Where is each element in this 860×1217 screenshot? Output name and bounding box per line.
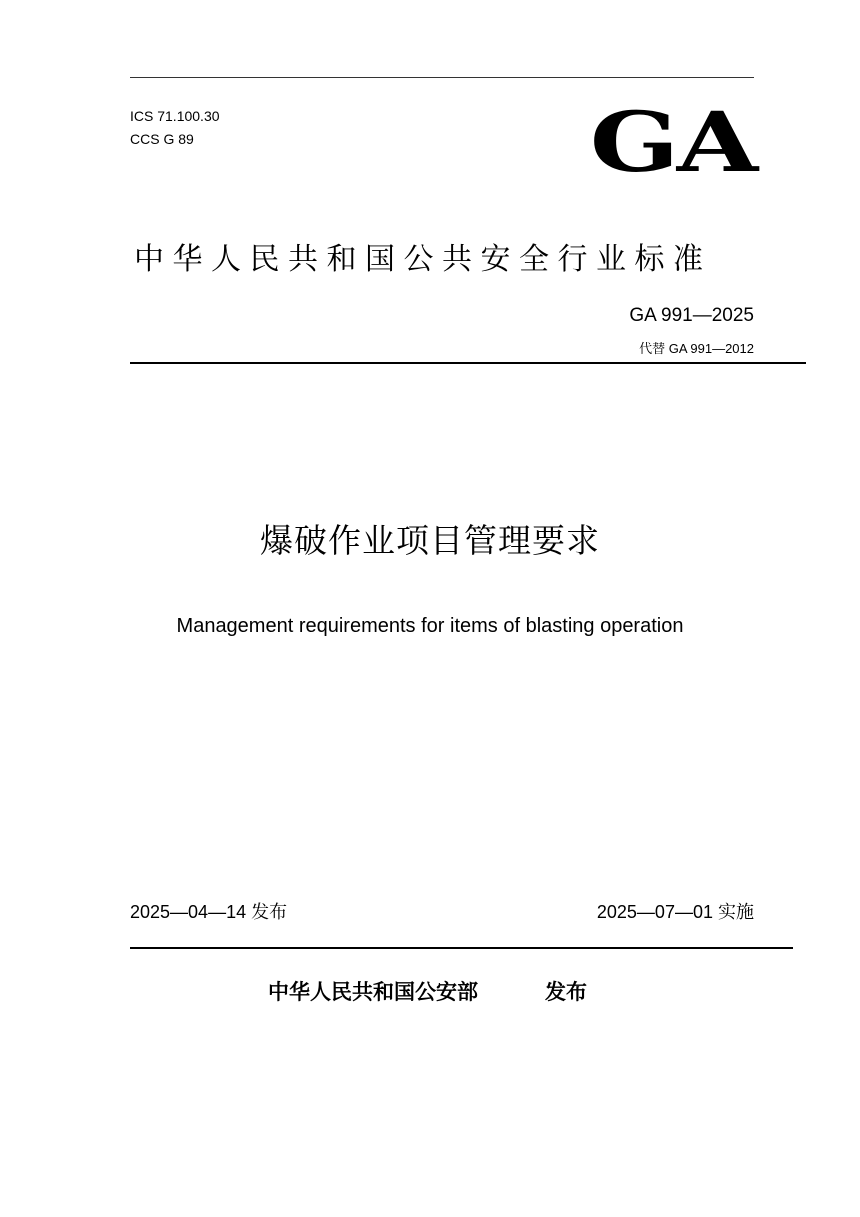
issue-date-value: 2025—04—14 <box>130 902 247 922</box>
effective-date-value: 2025—07—01 <box>596 902 713 922</box>
replaces-standard <box>639 339 754 360</box>
header-rule <box>130 362 806 364</box>
effective-date <box>597 899 754 926</box>
document-title-english: Management requirements for items of blasting operation <box>176 615 684 637</box>
ccs-code: CCS G 89 <box>130 131 194 147</box>
publish-label: 发布 <box>545 980 587 1004</box>
footer-rule <box>130 947 793 949</box>
ics-code: ICS 71.100.30 <box>130 108 220 124</box>
standard-number: GA 991—2025 <box>629 305 754 326</box>
document-title-chinese: 爆破作业项目管理要求 <box>260 521 600 560</box>
effective-date-label: 实施 <box>718 902 754 923</box>
ga-logo: GA <box>590 95 756 191</box>
issue-date-label: 发布 <box>251 902 288 923</box>
replaces-number: GA 991—2012 <box>668 341 754 356</box>
issue-date <box>130 899 287 926</box>
standard-category: 中华人民共和国公共安全行业标准 <box>134 242 712 277</box>
top-rule <box>130 77 754 78</box>
publisher-name: 中华人民共和国公安部 <box>268 980 478 1004</box>
replaces-prefix: 代替 <box>639 342 666 357</box>
